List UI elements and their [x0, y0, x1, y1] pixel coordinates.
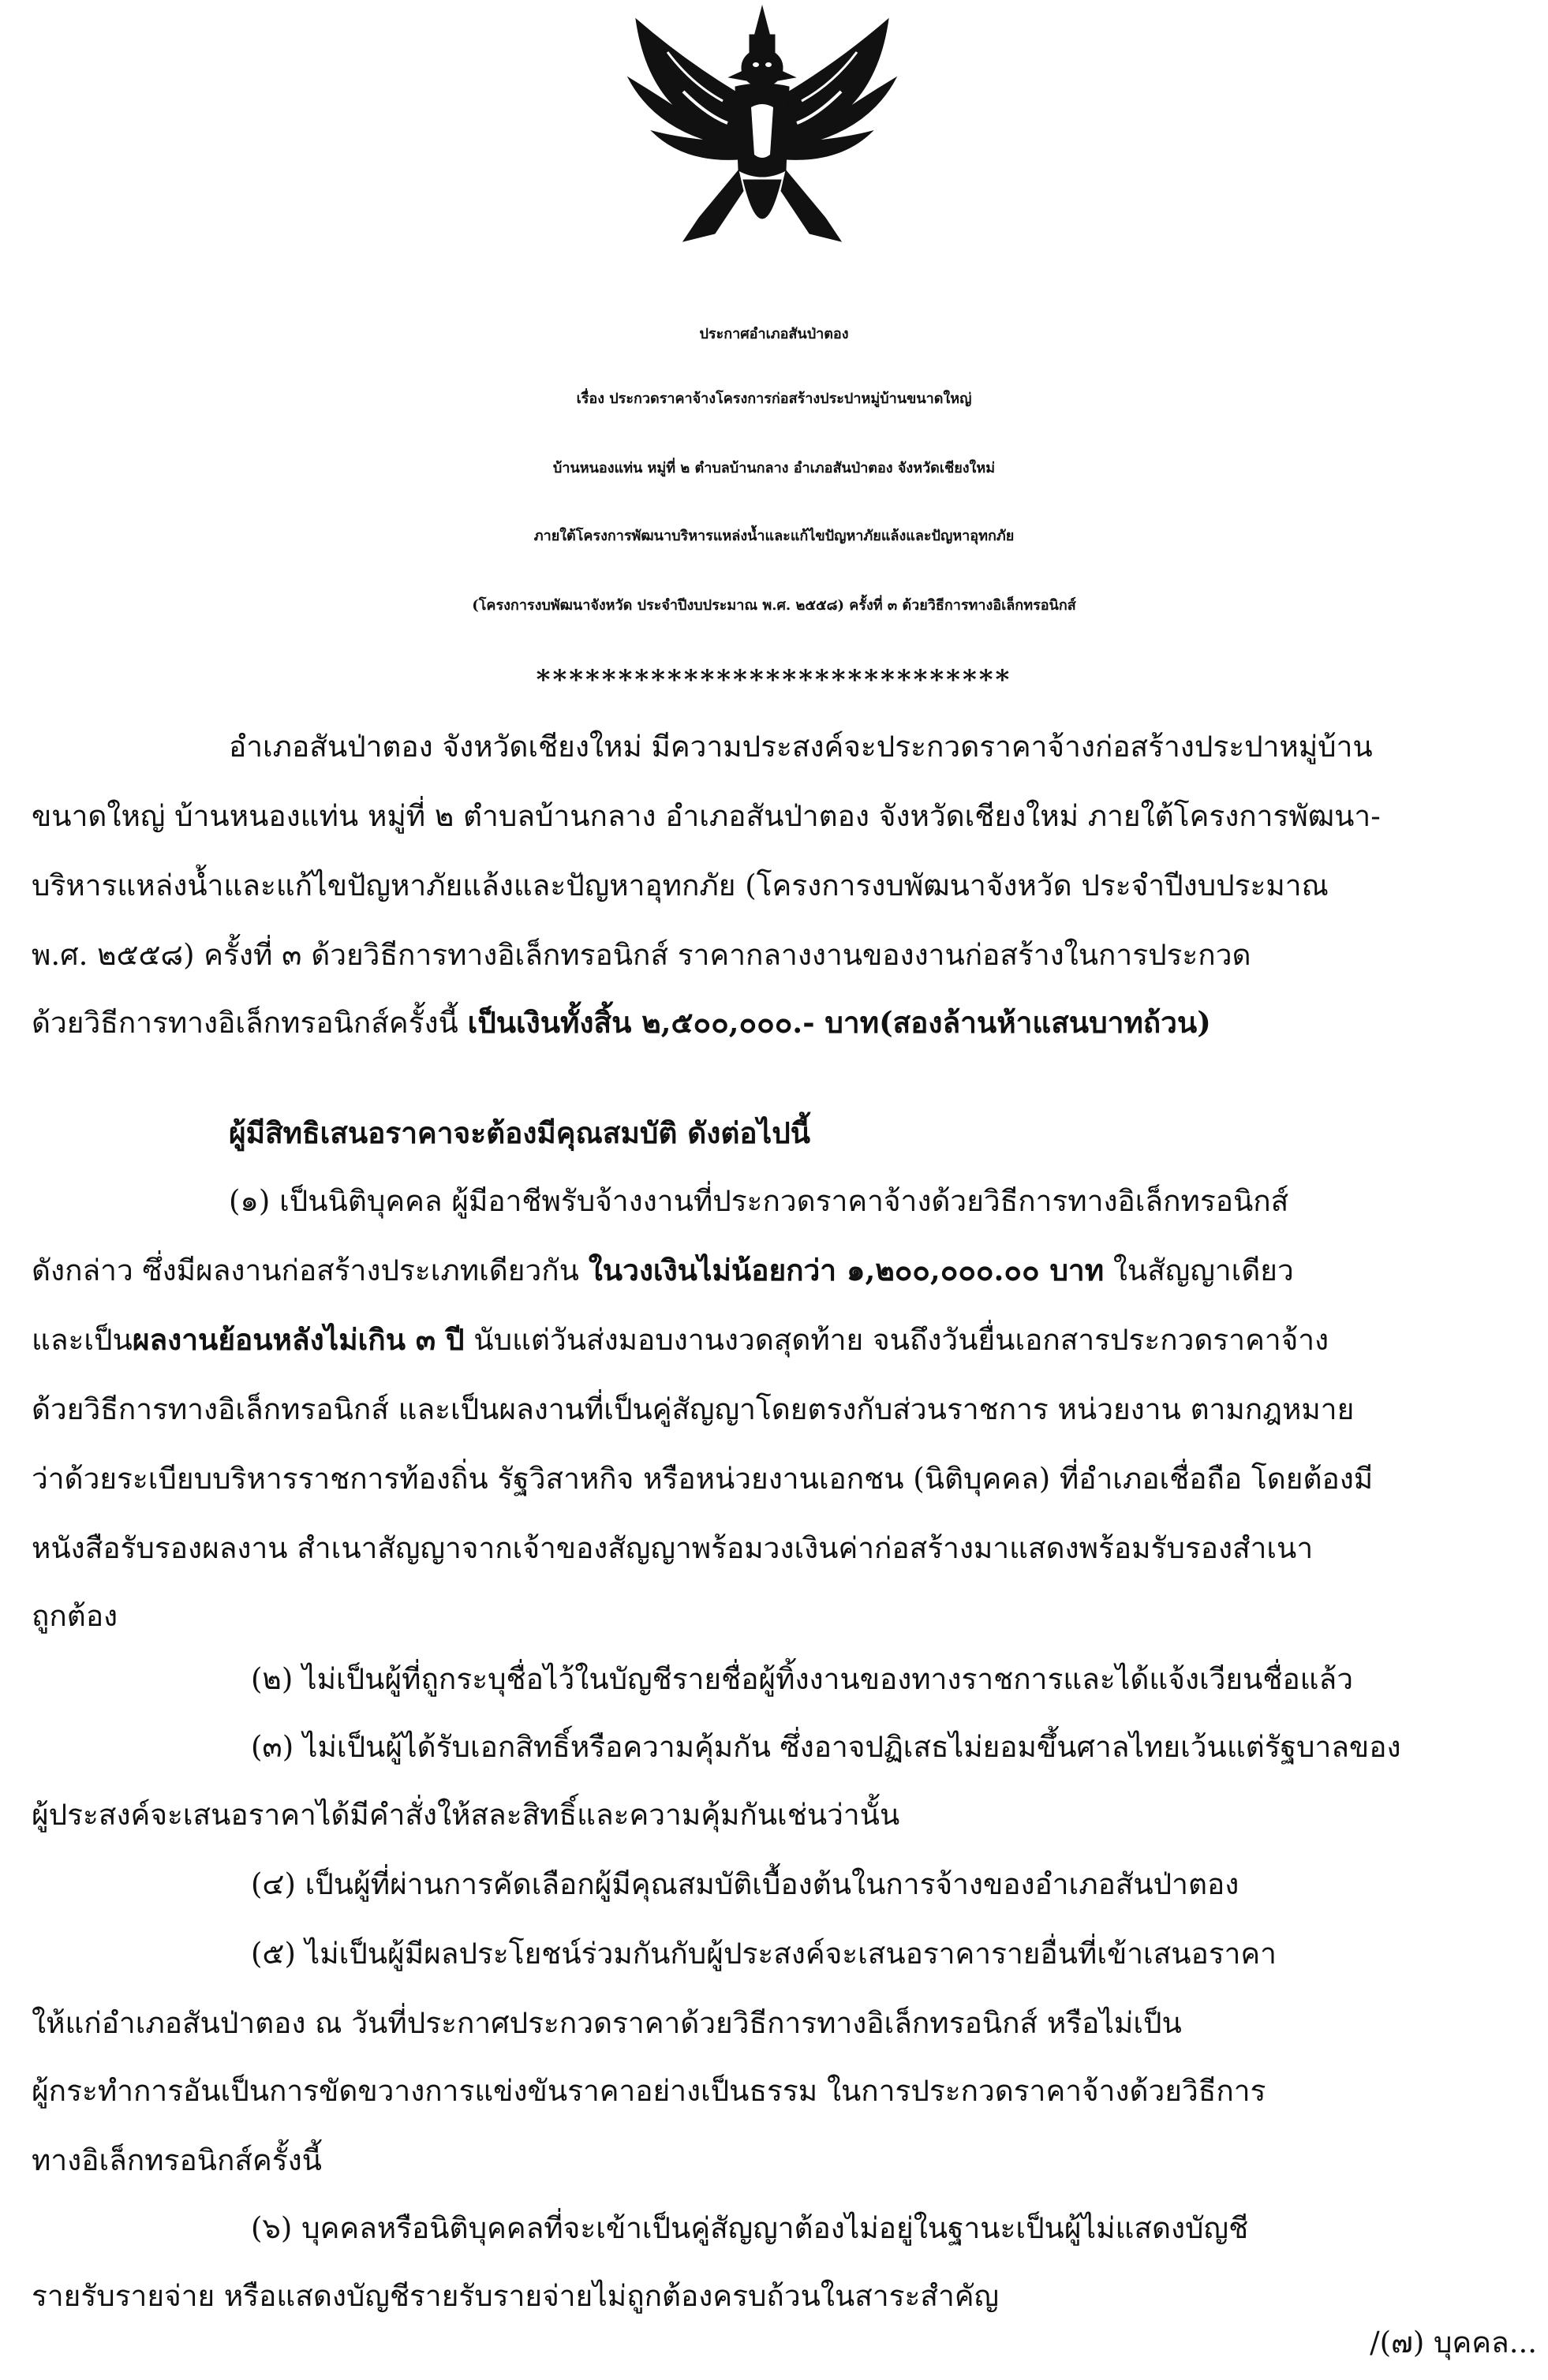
item-5-line: ให้แก่อำเภอสันป่าตอง ณ วันที่ประกาศประกวดราคาด้วยวิธีการทางอิเล็กทรอนิกส์ หรือไม่เป็น	[32, 2006, 1182, 2040]
item-1-text: ในสัญญาเดียว	[1104, 1254, 1294, 1287]
item-5-line: ทางอิเล็กทรอนิกส์ครั้งนี้	[32, 2143, 322, 2177]
item-2-line: (๒) ไม่เป็นผู้ที่ถูกระบุชื่อไว้ในบัญชีรายชื่อผู้ทิ้งงานของทางราชการและได้แจ้งเวียนชื่อแล้ว	[251, 1662, 1353, 1696]
item-1-line: ว่าด้วยระเบียบบริหารราชการท้องถิ่น รัฐวิสาหกิจ หรือหน่วยงานเอกชน (นิติบุคคล) ที่อำเภอเชื่อถือ โดยต้องมี	[32, 1462, 1374, 1496]
item-1-line: ด้วยวิธีการทางอิเล็กทรอนิกส์ และเป็นผลงานที่เป็นคู่สัญญาโดยตรงกับส่วนราชการ หน่วยงาน ตามกฎหมาย	[32, 1392, 1355, 1426]
intro-line: พ.ศ. ๒๕๕๘) ครั้งที่ ๓ ด้วยวิธีการทางอิเล็กทรอนิกส์ ราคากลางงานของงานก่อสร้างในการประกวด	[32, 938, 1251, 972]
heading-line-4: ภายใต้โครงการพัฒนาบริหารแหล่งน้ำและแก้ไขปัญหาภัยแล้งและปัญหาอุทกภัย	[533, 528, 1015, 544]
item-6-line: (๖) บุคคลหรือนิติบุคคลที่จะเข้าเป็นคู่สัญญาต้องไม่อยู่ในฐานะเป็นผู้ไม่แสดงบัญชี	[251, 2211, 1249, 2245]
heading-line-2: เรื่อง ประกวดราคาจ้างโครงการก่อสร้างประปาหมู่บ้านขนาดใหญ่	[576, 390, 972, 407]
heading-line-1: ประกาศอำเภอสันป่าตอง	[699, 326, 849, 342]
item-5-line: (๕) ไม่เป็นผู้มีผลประโยชน์ร่วมกันกับผู้ประสงค์จะเสนอราคารายอื่นที่เข้าเสนอราคา	[251, 1937, 1277, 1971]
item-1-line	[32, 1322, 1329, 1357]
experience-period: ผลงานย้อนหลังไม่เกิน ๓ ปี	[132, 1322, 465, 1357]
item-6-line: รายรับรายจ่าย หรือแสดงบัญชีรายรับรายจ่ายไม่ถูกต้องครบถ้วนในสาระสำคัญ	[32, 2279, 1000, 2313]
item-1-line	[32, 1253, 1294, 1287]
item-1-line: ถูกต้อง	[32, 1599, 118, 1633]
intro-line: ขนาดใหญ่ บ้านหนองแท่น หมู่ที่ ๒ ตำบลบ้านกลาง อำเภอสันป่าตอง จังหวัดเชียงใหม่ ภายใต้โครงการพัฒนา-	[32, 799, 1381, 833]
item-1-text: ดังกล่าว ซึ่งมีผลงานก่อสร้างประเภทเดียวกัน	[32, 1254, 589, 1287]
min-contract-value: ในวงเงินไม่น้อยกว่า ๑,๒๐๐,๐๐๐.๐๐ บาท	[588, 1253, 1105, 1287]
item-3-line: ผู้ประสงค์จะเสนอราคาได้มีคำสั่งให้สละสิทธิ์และความคุ้มกันเช่นว่านั้น	[32, 1798, 900, 1832]
intro-text: ด้วยวิธีการทางอิเล็กทรอนิกส์ครั้งนี้	[32, 1006, 468, 1040]
heading-line-3: บ้านหนองแท่น หมู่ที่ ๒ ตำบลบ้านกลาง อำเภอสันป่าตอง จังหวัดเชียงใหม่	[552, 460, 996, 476]
heading-line-5: (โครงการงบพัฒนาจังหวัด ประจำปีงบประมาณ พ.ศ. ๒๕๕๘) ครั้งที่ ๓ ด้วยวิธีการทางอิเล็กทรอนิกส์	[472, 597, 1076, 614]
intro-line	[32, 1005, 1211, 1040]
continuation-note: /(๗) บุคคล...	[1370, 2326, 1537, 2359]
item-1-line: (๑) เป็นนิติบุคคล ผู้มีอาชีพรับจ้างงานที่ประกวดราคาจ้างด้วยวิธีการทางอิเล็กทรอนิกส์	[229, 1184, 1289, 1218]
item-1-line: หนังสือรับรองผลงาน สำเนาสัญญาจากเจ้าของสัญญาพร้อมวงเงินค่าก่อสร้างมาแสดงพร้อมรับรองสำเนา	[32, 1531, 1314, 1565]
item-1-text: นับแต่วันส่งมอบงานงวดสุดท้าย จนถึงวันยื่นเอกสารประกวดราคาจ้าง	[464, 1323, 1329, 1357]
item-4-line: (๔) เป็นผู้ที่ผ่านการคัดเลือกผู้มีคุณสมบัติเบื้องต้นในการจ้างของอำเภอสันป่าตอง	[251, 1867, 1240, 1901]
separator-stars: *****************************	[536, 664, 1012, 696]
item-1-text: และเป็น	[32, 1323, 133, 1357]
item-3-line: (๓) ไม่เป็นผู้ได้รับเอกสิทธิ์หรือความคุ้มกัน ซึ่งอาจปฏิเสธไม่ยอมขึ้นศาลไทยเว้นแต่รัฐบาลของ	[251, 1730, 1401, 1764]
intro-line: อำเภอสันป่าตอง จังหวัดเชียงใหม่ มีความประสงค์จะประกวดราคาจ้างก่อสร้างประปาหมู่บ้าน	[229, 730, 1373, 764]
garuda-emblem	[589, 5, 936, 257]
qualifications-heading: ผู้มีสิทธิเสนอราคาจะต้องมีคุณสมบัติ ดังต่อไปนี้	[229, 1115, 810, 1150]
item-5-line: ผู้กระทำการอันเป็นการขัดขวางการแข่งขันราคาอย่างเป็นธรรม ในการประกวดราคาจ้างด้วยวิธีการ	[32, 2074, 1266, 2108]
intro-line: บริหารแหล่งน้ำและแก้ไขปัญหาภัยแล้งและปัญหาอุทกภัย (โครงการงบพัฒนาจังหวัด ประจำปีงบประมาณ	[32, 869, 1329, 902]
total-amount: เป็นเงินทั้งสิ้น ๒,๕๐๐,๐๐๐.- บาท(สองล้านห้าแสนบาทถ้วน)	[467, 1005, 1211, 1040]
